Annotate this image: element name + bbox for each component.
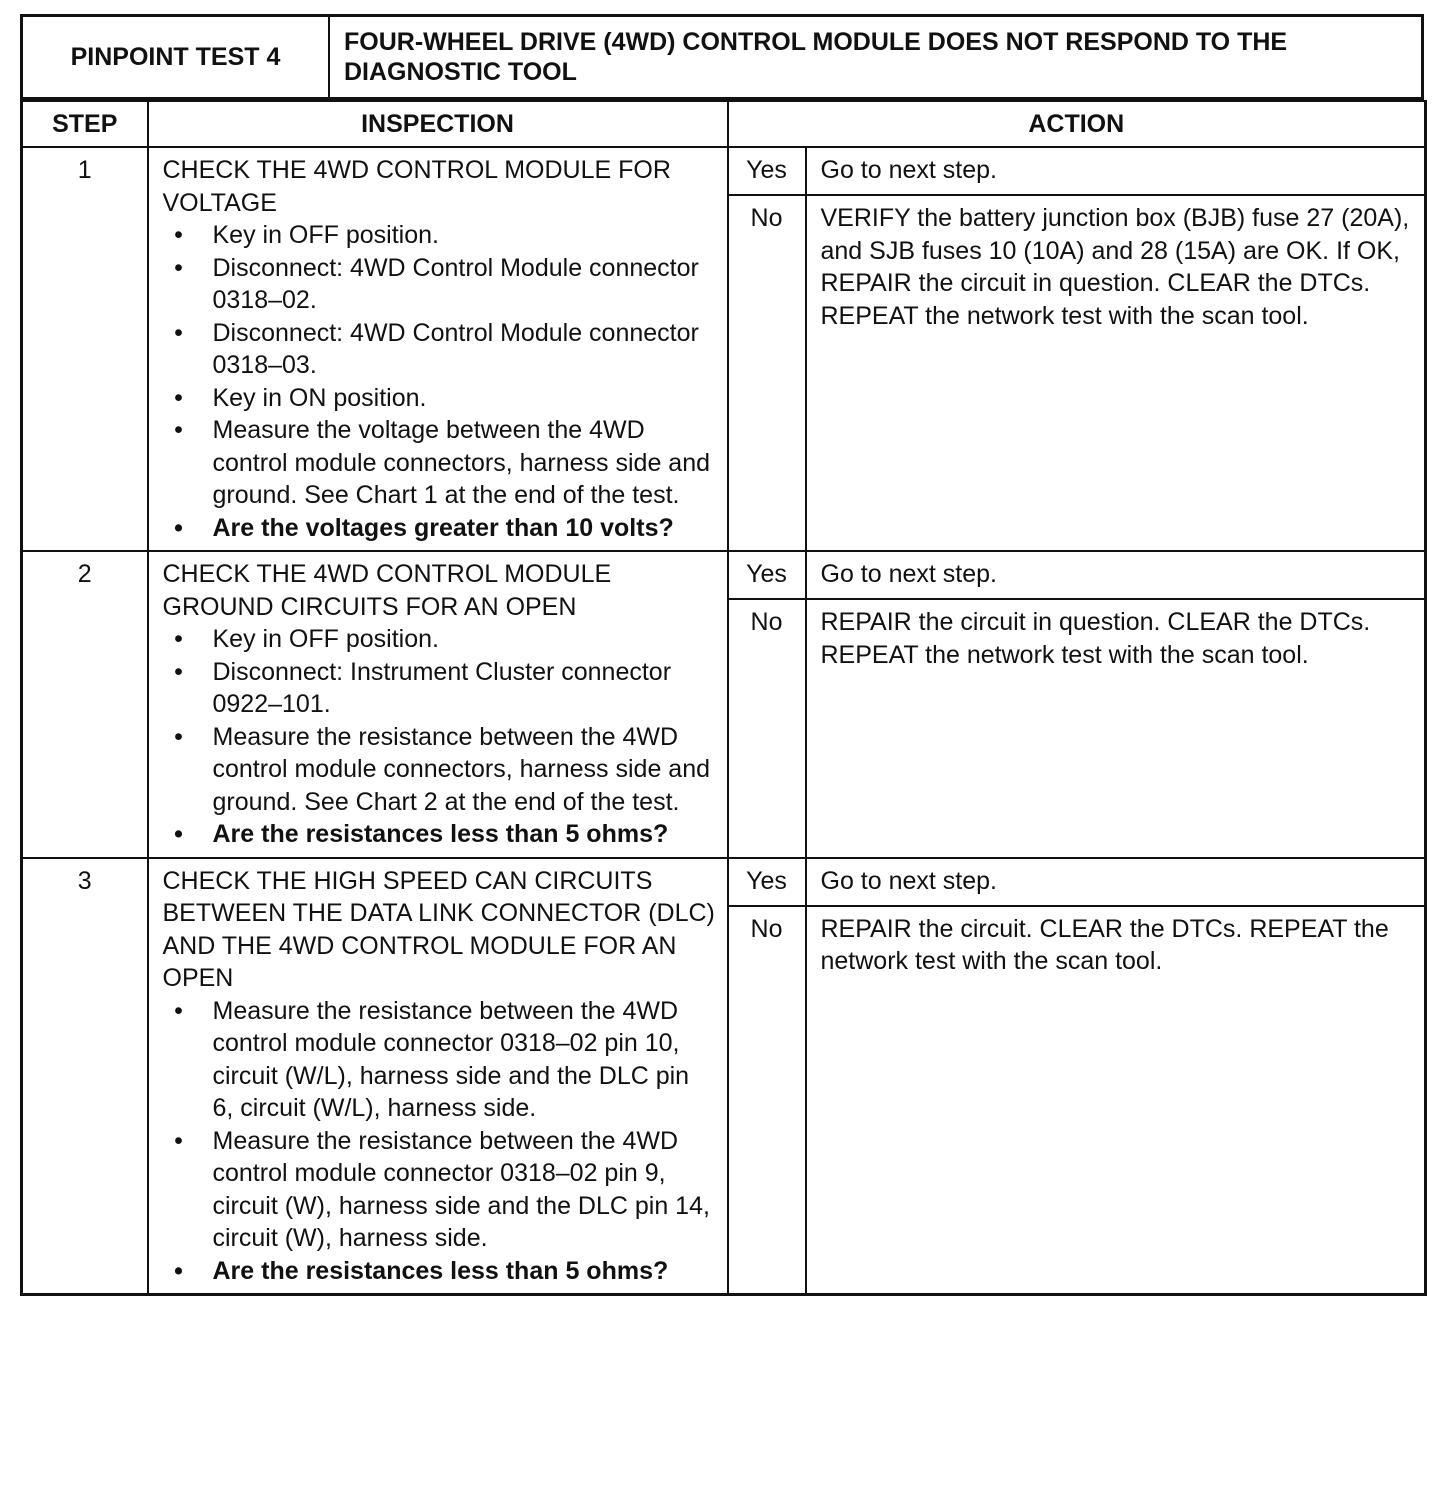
- test-title: FOUR-WHEEL DRIVE (4WD) CONTROL MODULE DOES NOT RESPOND TO THE DIAGNOSTIC TOOL: [329, 16, 1423, 99]
- bullet-text: Key in ON position.: [212, 383, 427, 412]
- column-header-inspection: INSPECTION: [148, 101, 728, 147]
- test-header-table: [20, 14, 1424, 100]
- yes-action: Go to next step.: [806, 147, 1426, 195]
- test-label: PINPOINT TEST 4: [22, 16, 330, 99]
- yes-label: Yes: [728, 858, 806, 906]
- column-header-row: [22, 101, 1426, 147]
- inspection-question: [163, 1255, 717, 1288]
- step-row-yes: [22, 147, 1426, 195]
- yes-action: Go to next step.: [806, 551, 1426, 599]
- step-number: 1: [22, 147, 148, 551]
- inspection-cell: [148, 147, 728, 551]
- bullet-icon: •: [174, 996, 183, 1025]
- inspection-bullet: [163, 995, 717, 1125]
- inspection-question: [163, 512, 717, 545]
- bullet-text: Disconnect: 4WD Control Module connector 0318–03.: [212, 318, 699, 379]
- inspection-bullet: [163, 1125, 717, 1255]
- bullet-icon: •: [174, 625, 183, 653]
- inspection-question: [163, 818, 717, 851]
- bullet-text: Key in OFF position.: [212, 625, 439, 653]
- bullet-icon: •: [174, 221, 183, 249]
- no-action: REPAIR the circuit in question. CLEAR the DTCs. REPEAT the network test with the scan tool.: [806, 599, 1426, 858]
- column-header-action: ACTION: [728, 101, 1426, 147]
- inspection-bullet: [163, 252, 717, 317]
- pinpoint-test-document: [20, 14, 1424, 1296]
- bullet-icon: •: [174, 820, 183, 848]
- bullet-text: Measure the resistance between the 4WD control module connector 0318–02 pin 9, circuit (W), harness side and the DLC pin 14, circuit (W), harness side.: [212, 1126, 710, 1252]
- bullet-text: Measure the resistance between the 4WD control module connector 0318–02 pin 10, circuit (W/L), harness side and the DLC pin 6, circuit (W/L), harness side.: [212, 996, 690, 1122]
- yes-label: Yes: [728, 551, 806, 599]
- inspection-bullet: [163, 382, 717, 415]
- bullet-text: Measure the resistance between the 4WD control module connectors, harness side and ground. See Chart 2 at the end of the test.: [212, 722, 711, 816]
- no-label: No: [728, 906, 806, 1295]
- inspection-bullet-list: [163, 219, 717, 544]
- bullet-icon: •: [174, 657, 183, 686]
- no-action: VERIFY the battery junction box (BJB) fuse 27 (20A), and SJB fuses 10 (10A) and 28 (15A) are OK. If OK, REPAIR the circuit in question. CLEAR the DTCs. REPEAT the network test with the scan tool.: [806, 195, 1426, 551]
- inspection-bullet: [163, 317, 717, 382]
- bullet-icon: •: [174, 253, 183, 282]
- column-header-step: STEP: [22, 101, 148, 147]
- bullet-icon: •: [174, 318, 183, 347]
- steps-table: [20, 100, 1427, 1296]
- inspection-bullet: [163, 414, 717, 512]
- yes-label: Yes: [728, 147, 806, 195]
- bullet-icon: •: [174, 416, 183, 444]
- question-text: Are the voltages greater than 10 volts?: [212, 513, 674, 542]
- bullet-icon: •: [174, 513, 183, 542]
- bullet-icon: •: [174, 1256, 183, 1285]
- bullet-text: Measure the voltage between the 4WD control module connectors, harness side and ground. See Chart 1 at the end of the test.: [212, 416, 711, 509]
- no-label: No: [728, 195, 806, 551]
- inspection-bullet-list: [163, 995, 717, 1288]
- step-row-yes: [22, 858, 1426, 906]
- bullet-icon: •: [174, 722, 183, 751]
- bullet-icon: •: [174, 1126, 183, 1155]
- inspection-cell: [148, 551, 728, 858]
- inspection-title: CHECK THE HIGH SPEED CAN CIRCUITS BETWEEN THE DATA LINK CONNECTOR (DLC) AND THE 4WD CONTROL MODULE FOR AN OPEN: [162, 866, 715, 992]
- inspection-title: CHECK THE 4WD CONTROL MODULE GROUND CIRCUITS FOR AN OPEN: [162, 560, 612, 621]
- question-text: Are the resistances less than 5 ohms?: [212, 1256, 669, 1285]
- yes-action: Go to next step.: [806, 858, 1426, 906]
- inspection-title: CHECK THE 4WD CONTROL MODULE FOR VOLTAGE: [162, 156, 671, 217]
- steps-body: [22, 147, 1426, 1295]
- bullet-text: Disconnect: 4WD Control Module connector 0318–02.: [212, 253, 699, 314]
- bullet-text: Disconnect: Instrument Cluster connector 0922–101.: [212, 657, 672, 718]
- no-label: No: [728, 599, 806, 858]
- inspection-bullet: [163, 219, 717, 252]
- step-number: 3: [22, 858, 148, 1295]
- inspection-bullet: [163, 623, 717, 656]
- step-row-yes: [22, 551, 1426, 599]
- question-text: Are the resistances less than 5 ohms?: [212, 820, 669, 848]
- bullet-icon: •: [174, 383, 183, 412]
- inspection-cell: [148, 858, 728, 1295]
- step-number: 2: [22, 551, 148, 858]
- bullet-text: Key in OFF position.: [212, 221, 439, 249]
- inspection-bullet: [163, 656, 717, 721]
- no-action: REPAIR the circuit. CLEAR the DTCs. REPEAT the network test with the scan tool.: [806, 906, 1426, 1295]
- inspection-bullet: [163, 721, 717, 819]
- inspection-bullet-list: [163, 623, 717, 851]
